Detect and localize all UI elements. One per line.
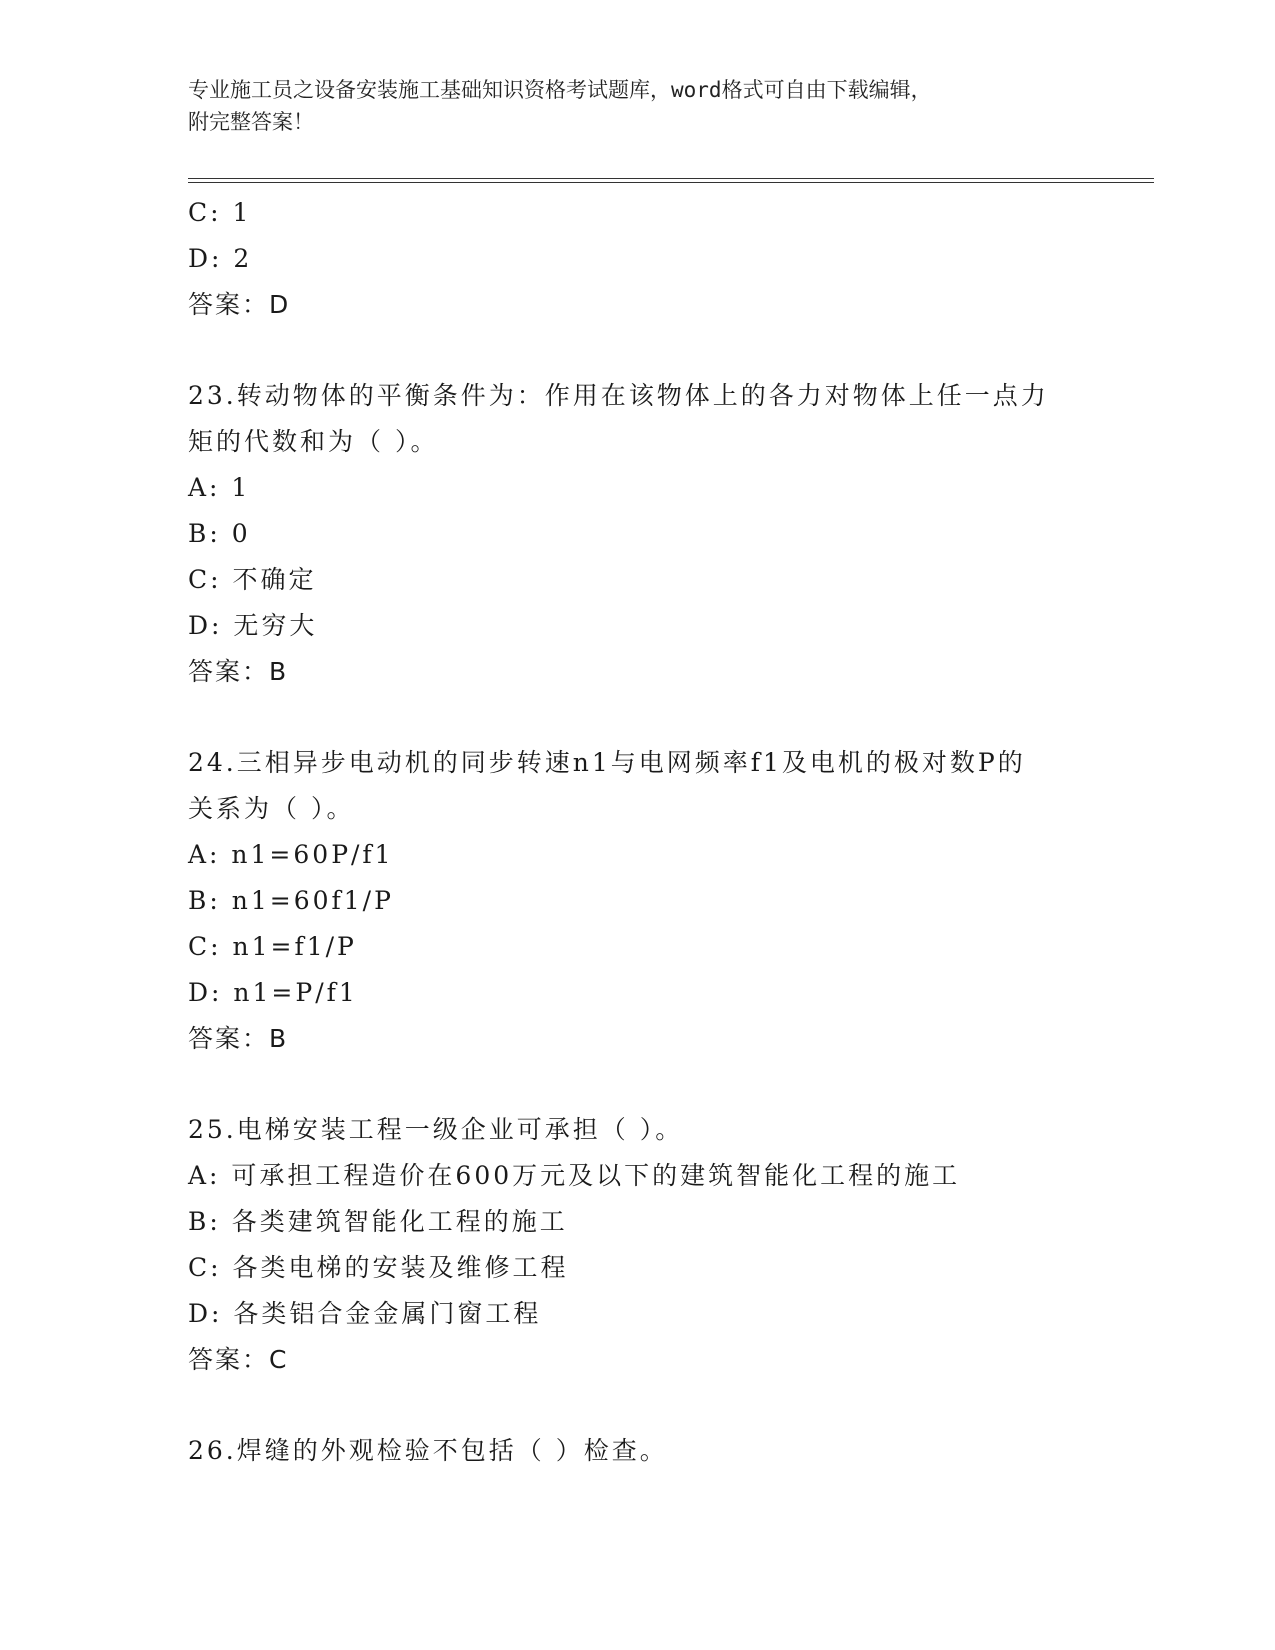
option-b: B: 0 xyxy=(188,519,251,548)
option-c: C: 1 xyxy=(188,198,252,227)
question-stem-line: 26.焊缝的外观检验不包括（ ）检查。 xyxy=(188,1436,668,1465)
question-26 xyxy=(188,1428,1148,1474)
option-a: A: 可承担工程造价在600万元及以下的建筑智能化工程的施工 xyxy=(188,1161,961,1190)
header-line-1: 专业施工员之设备安装施工基础知识资格考试题库，word格式可自由下载编辑， xyxy=(188,78,932,102)
question-stem-line: 24.三相异步电动机的同步转速n1与电网频率f1及电机的极对数P的 xyxy=(188,748,1026,777)
option-d: D: 无穷大 xyxy=(188,611,318,640)
question-stem-line: 关系为（ ）。 xyxy=(188,794,355,823)
question-list xyxy=(188,190,1148,1474)
question-stem-line: 25.电梯安装工程一级企业可承担（ ）。 xyxy=(188,1115,684,1144)
option-b: B: 各类建筑智能化工程的施工 xyxy=(188,1207,568,1236)
answer-line: 答案：C xyxy=(188,1345,289,1374)
option-d: D: n1=P/f1 xyxy=(188,978,358,1007)
question-25 xyxy=(188,1107,1148,1383)
option-c: C: 各类电梯的安装及维修工程 xyxy=(188,1253,569,1282)
header-line-2: 附完整答案！ xyxy=(188,110,314,134)
option-c: C: n1=f1/P xyxy=(188,932,357,961)
option-d: D: 2 xyxy=(188,244,253,273)
option-b: B: n1=60f1/P xyxy=(188,886,394,915)
page-header xyxy=(188,74,1088,138)
question-23 xyxy=(188,373,1148,695)
option-a: A: 1 xyxy=(188,473,251,502)
option-c: C: 不确定 xyxy=(188,565,317,594)
header-divider xyxy=(188,178,1154,183)
question-24 xyxy=(188,740,1148,1062)
question-stem-line: 矩的代数和为（ ）。 xyxy=(188,427,439,456)
option-d: D: 各类铝合金金属门窗工程 xyxy=(188,1299,542,1328)
answer-line: 答案：B xyxy=(188,1024,289,1053)
option-a: A: n1=60P/f1 xyxy=(188,840,394,869)
answer-line: 答案：B xyxy=(188,657,289,686)
answer-line: 答案：D xyxy=(188,290,291,319)
previous-question-tail xyxy=(188,190,1148,328)
question-stem-line: 23.转动物体的平衡条件为：作用在该物体上的各力对物体上任一点力 xyxy=(188,381,1049,410)
